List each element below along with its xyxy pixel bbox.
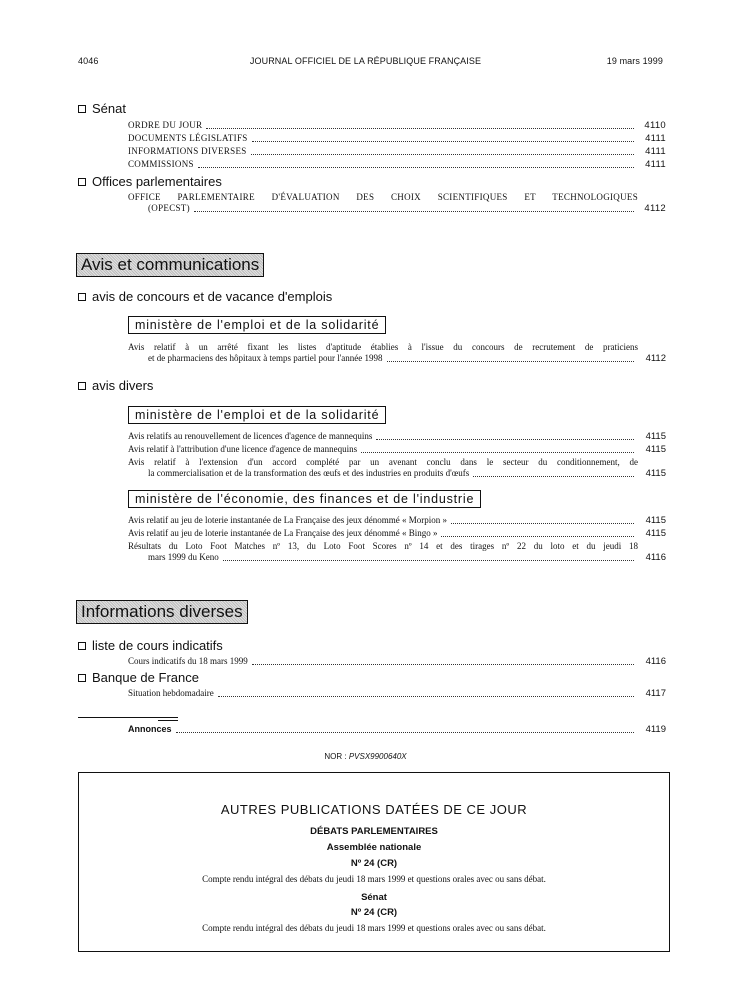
toc-entry[interactable] [128,444,666,455]
leader-dots [361,452,634,453]
leader-dots [451,523,634,524]
toc-entry[interactable] [128,342,666,364]
entry-label-cont: mars 1999 du Keno [148,552,219,562]
entry-label: COMMISSIONS [128,159,194,169]
entry-page: 4111 [645,133,666,144]
nor-reference [0,752,731,761]
leader-dots [387,361,634,362]
leader-dots [441,536,634,537]
leader-dots [206,128,634,129]
toc-entry[interactable] [128,431,666,442]
entry-label: Avis relatif à un arrêté fixant les listes d'aptitude établies à l'issue du concours de recrutement de praticiens [128,342,638,352]
entry-label: Situation hebdomadaire [128,688,214,698]
box-text: Compte rendu intégral des débats du jeudi 18 mars 1999 et questions orales avec ou sans débat. [202,923,546,933]
section-offices [78,174,222,189]
entry-label-cont: (OPECST) [148,203,190,213]
issue-date: 19 mars 1999 [606,56,663,66]
toc-entry-annonces[interactable] [128,724,666,735]
entry-page: 4117 [645,688,666,699]
divider-rule [158,720,178,721]
leader-dots [473,476,634,477]
box-senat: Sénat [361,892,387,903]
toc-entry[interactable] [128,120,666,131]
checkbox-square-icon [78,293,86,301]
box-assemblee: Assemblée nationale [326,842,422,853]
page-number: 4046 [78,56,99,66]
leader-dots [252,664,634,665]
box-subtitle: DÉBATS PARLEMENTAIRES [310,826,438,837]
checkbox-square-icon [78,178,86,186]
section-avis-divers [78,378,153,393]
entry-page: 4110 [644,120,666,131]
toc-entry[interactable] [128,528,666,539]
section-title: liste de cours indicatifs [92,638,223,653]
toc-entry[interactable] [128,159,666,170]
ministry-heading: ministère de l'emploi et de la solidarité [128,406,386,424]
entry-label: Avis relatifs au renouvellement de licences d'agence de mannequins [128,431,373,441]
leader-dots [251,154,634,155]
toc-entry[interactable] [128,515,666,526]
section-senat [78,101,126,116]
toc-entry[interactable] [128,192,666,214]
nor-prefix: NOR : [324,752,347,761]
entry-label: Annonces [128,724,172,734]
entry-label-cont: et de pharmaciens des hôpitaux à temps partiel pour l'année 1998 [148,353,383,363]
entry-page: 4115 [645,468,666,479]
leader-dots [376,439,634,440]
checkbox-square-icon [78,382,86,390]
section-title: Banque de France [92,670,199,685]
section-title: Sénat [92,101,126,116]
entry-label: ORDRE DU JOUR [128,120,203,130]
entry-page: 4115 [645,431,666,442]
entry-page: 4116 [645,656,666,667]
entry-label: Résultats du Loto Foot Matches nº 13, du Loto Foot Scores nº 14 et des tirages nº 22 du loto et du jeudi 18 [128,541,638,551]
entry-label: Avis relatif au jeu de loterie instantanée de La Française des jeux dénommé « Morpion » [128,515,447,525]
box-number: Nº 24 (CR) [350,858,398,869]
entry-page: 4119 [645,724,666,735]
entry-page: 4111 [645,159,666,170]
box-number: Nº 24 (CR) [350,907,398,918]
banner-informations-diverses: Informations diverses [76,600,248,624]
ministry-heading: ministère de l'économie, des finances et de l'industrie [128,490,481,508]
journal-title: JOURNAL OFFICIEL DE LA RÉPUBLIQUE FRANÇAISE [249,56,482,66]
leader-dots [194,211,634,212]
entry-page: 4115 [645,444,666,455]
section-title: avis divers [92,378,154,393]
entry-label-cont: la commercialisation et de la transformation des œufs et des industries en produits d'œufs [148,468,470,478]
entry-label: Cours indicatifs du 18 mars 1999 [128,656,248,666]
box-text: Compte rendu intégral des débats du jeudi 18 mars 1999 et questions orales avec ou sans débat. [202,874,546,884]
toc-entry[interactable] [128,541,666,563]
section-banque [78,670,199,685]
entry-label: INFORMATIONS DIVERSES [128,146,247,156]
section-title: Offices parlementaires [92,174,222,189]
leader-dots [218,696,634,697]
toc-entry[interactable] [128,146,666,157]
banner-avis-communications: Avis et communications [76,253,264,277]
entry-page: 4112 [645,353,666,364]
toc-entry[interactable] [128,457,666,479]
entry-label: DOCUMENTS LÉGISLATIFS [128,133,248,143]
divider-rule [78,717,178,718]
entry-label: Avis relatif à l'extension d'un accord complété par un avenant conclu dans le secteur du conditionnement, de [128,457,638,467]
autres-publications-box [78,772,670,952]
ministry-heading: ministère de l'emploi et de la solidarité [128,316,386,334]
leader-dots [176,732,634,733]
box-title: AUTRES PUBLICATIONS DATÉES DE CE JOUR [220,802,528,817]
entry-page: 4116 [645,552,666,563]
entry-page: 4115 [645,528,666,539]
toc-entry[interactable] [128,688,666,699]
entry-label: Avis relatif au jeu de loterie instantanée de La Française des jeux dénommé « Bingo » [128,528,438,538]
checkbox-square-icon [78,674,86,682]
section-concours [78,289,332,304]
checkbox-square-icon [78,642,86,650]
entry-page: 4112 [644,203,666,214]
checkbox-square-icon [78,105,86,113]
toc-entry[interactable] [128,133,666,144]
leader-dots [198,167,634,168]
section-title: avis de concours et de vacance d'emplois [92,289,333,304]
entry-label: OFFICE PARLEMENTAIRE D'ÉVALUATION DES CHOIX SCIENTIFIQUES ET TECHNOLOGIQUES [128,192,638,202]
leader-dots [252,141,634,142]
entry-label: Avis relatif à l'attribution d'une licence d'agence de mannequins [128,444,358,454]
entry-page: 4111 [645,146,666,157]
section-cours [78,638,223,653]
toc-entry[interactable] [128,656,666,667]
entry-page: 4115 [645,515,666,526]
leader-dots [223,560,634,561]
nor-code: PVSX9900640X [348,752,407,761]
